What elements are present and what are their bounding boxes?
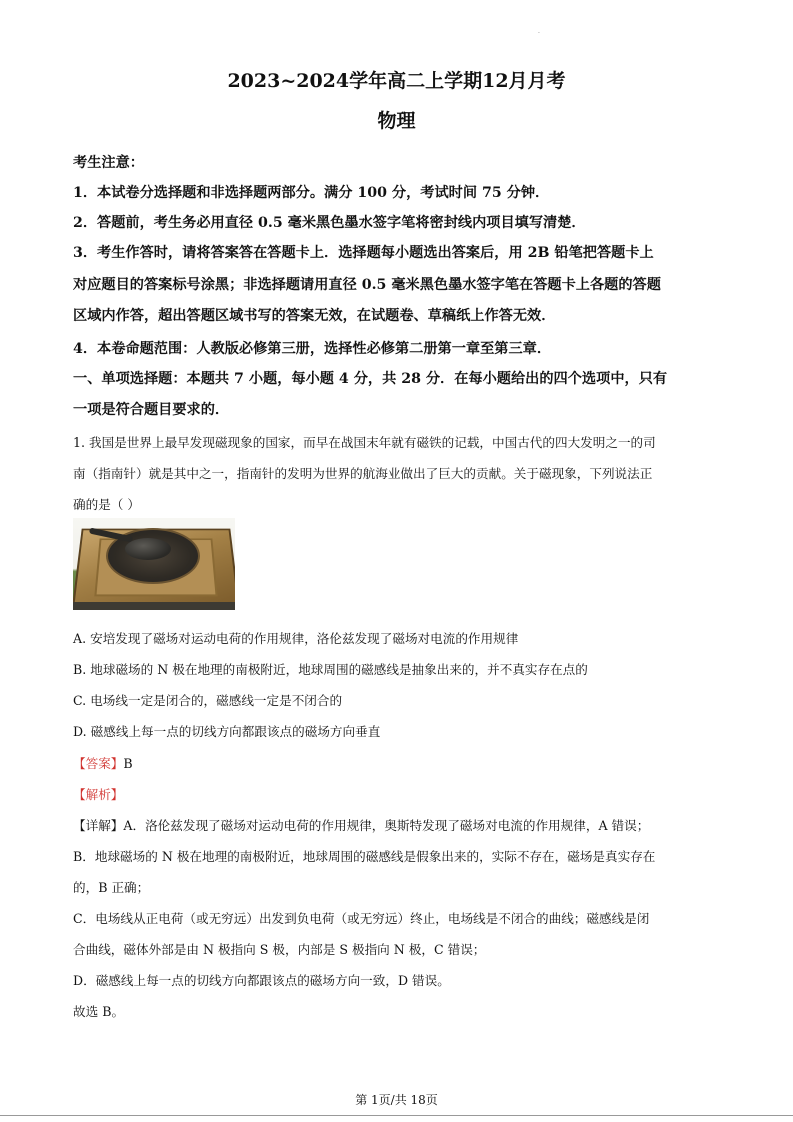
option-c: C. 电场线一定是闭合的，磁感线一定是不闭合的	[73, 693, 343, 708]
detail-line-6: D．磁感线上每一点的切线方向都跟该点的磁场方向一致，D 错误。	[73, 973, 450, 988]
question-stem-line-1: 1. 我国是世界上最早发现磁现象的国家，而早在战国末年就有磁铁的记载，中国古代的四大发明之一的司	[73, 435, 656, 450]
spoon-bowl	[125, 538, 171, 560]
notice-line-2: 2．答题前，考生务必用直径 0.5 毫米黑色墨水签字笔将密封线内项目填写清楚．	[73, 215, 586, 231]
answer-row	[73, 753, 133, 772]
detail-line-1	[73, 815, 649, 834]
notice-heading: 考生注意：	[73, 155, 144, 171]
question-stem-line-2: 南（指南针）就是其中之一，指南针的发明为世界的航海业做出了巨大的贡献。关于磁现象，下列说法正	[73, 466, 653, 481]
detail-label: 【详解】	[73, 818, 124, 833]
answer-value: B	[123, 756, 133, 771]
answer-label: 【答案】	[73, 756, 124, 771]
detail-text-1: A．洛伦兹发现了磁场对运动电荷的作用规律，奥斯特发现了磁场对电流的作用规律，A 错误；	[123, 818, 650, 833]
notice-line-3: 3．考生作答时，请将答案答在答题卡上．选择题每小题选出答案后，用 2B 铅笔把答题卡上	[73, 245, 654, 261]
section-heading-line-1: 一、单项选择题：本题共 7 小题，每小题 4 分，共 28 分．在每小题给出的四个选项中，只有	[73, 371, 668, 387]
section-heading-line-2: 一项是符合题目要求的．	[73, 402, 230, 418]
analysis-label: 【解析】	[73, 787, 124, 802]
notice-line-5: 区域内作答，超出答题区域书写的答案无效，在试题卷、草稿纸上作答无效．	[73, 308, 556, 324]
detail-line-3: 的，B 正确；	[73, 880, 150, 895]
option-a: A. 安培发现了磁场对运动电荷的作用规律，洛伦兹发现了磁场对电流的作用规律	[73, 631, 519, 646]
question-stem-line-3: 确的是（ ）	[73, 497, 140, 512]
option-b: B. 地球磁场的 N 极在地理的南极附近，地球周围的磁感线是抽象出来的，并不真实存在点的	[73, 662, 588, 677]
detail-line-5: 合曲线，磁体外部是由 N 极指向 S 极，内部是 S 极指向 N 极，C 错误；	[73, 942, 486, 957]
notice-line-6: 4．本卷命题范围：人教版必修第三册，选择性必修第二册第一章至第三章．	[73, 341, 552, 357]
exam-title: 2023~2024学年高二上学期12月月考	[227, 70, 566, 92]
compass-stand	[73, 602, 235, 610]
option-d: D. 磁感线上每一点的切线方向都跟该点的磁场方向垂直	[73, 724, 381, 739]
detail-line-2: B．地球磁场的 N 极在地理的南极附近，地球周围的磁感线是假象出来的，实际不存在，磁场是真实存在	[73, 849, 656, 864]
corner-mark: .	[538, 28, 540, 35]
notice-line-4: 对应题目的答案标号涂黑；非选择题请用直径 0.5 毫米黑色墨水签字笔在答题卡上各题的答题	[73, 277, 661, 293]
notice-line-1: 1．本试卷分选择题和非选择题两部分。满分 100 分，考试时间 75 分钟．	[73, 185, 550, 201]
detail-conclusion: 故选 B。	[73, 1004, 125, 1019]
bottom-divider	[0, 1115, 793, 1116]
page-number: 第 1页/共 18页	[355, 1093, 438, 1107]
compass-sinan-photo	[73, 518, 235, 610]
detail-line-4: C．电场线从正电荷（或无穷远）出发到负电荷（或无穷远）终止，电场线是不闭合的曲线；磁感线是闭	[73, 911, 650, 926]
subject-title: 物理	[377, 110, 416, 132]
